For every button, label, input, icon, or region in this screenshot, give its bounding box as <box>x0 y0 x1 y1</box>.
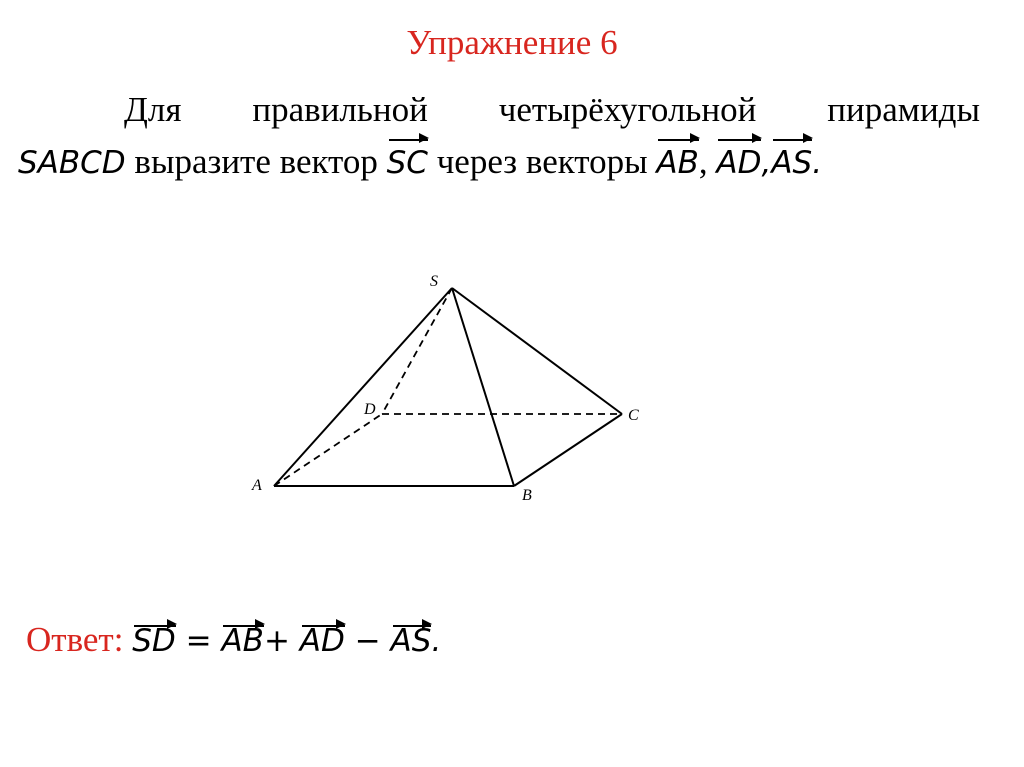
basis-vector-ad: AD <box>716 137 761 189</box>
separator: , <box>698 142 717 181</box>
answer-term-ad: AD <box>299 623 345 659</box>
minus-sign: − <box>344 623 391 659</box>
answer-end-punctuation: . <box>431 623 442 659</box>
answer-label: Ответ: <box>26 620 133 659</box>
edge-sc <box>452 288 622 414</box>
problem-word: четырёхугольной <box>498 90 757 129</box>
plus-sign: + <box>263 623 300 659</box>
problem-line-2 <box>18 136 980 189</box>
target-vector: SC <box>387 137 428 189</box>
edge-sd-hidden <box>382 288 452 414</box>
problem-statement <box>18 84 980 189</box>
problem-word: Для <box>124 90 182 129</box>
vertex-label-d: D <box>364 401 376 418</box>
problem-word: пирамиды <box>827 90 980 129</box>
slide-title: Упражнение 6 <box>406 23 618 62</box>
vertex-label-s: S <box>430 273 438 290</box>
basis-vector-as: AS <box>771 137 812 189</box>
basis-vector-ab: AB <box>656 137 698 189</box>
answer <box>26 620 441 660</box>
end-punctuation: . <box>812 145 823 181</box>
vertex-label-b: B <box>522 487 532 504</box>
pyramid-diagram <box>240 260 660 520</box>
problem-text: через векторы <box>427 142 657 181</box>
equals-sign: = <box>175 623 222 659</box>
problem-word: правильной <box>252 90 428 129</box>
edge-sa <box>274 288 452 486</box>
answer-term-as: AS <box>390 623 432 659</box>
pyramid-figure <box>240 260 660 525</box>
vertex-label-a: A <box>252 477 262 494</box>
pyramid-name: SABCD <box>18 145 126 181</box>
problem-text: выразите вектор <box>125 142 387 181</box>
separator: , <box>761 145 772 181</box>
edge-sb <box>452 288 514 486</box>
answer-term-ab: AB <box>221 623 264 659</box>
edge-bc <box>514 414 622 486</box>
problem-line-1 <box>18 84 980 136</box>
vertex-label-c: C <box>628 407 639 424</box>
answer-lhs-vector: SD <box>132 623 176 659</box>
